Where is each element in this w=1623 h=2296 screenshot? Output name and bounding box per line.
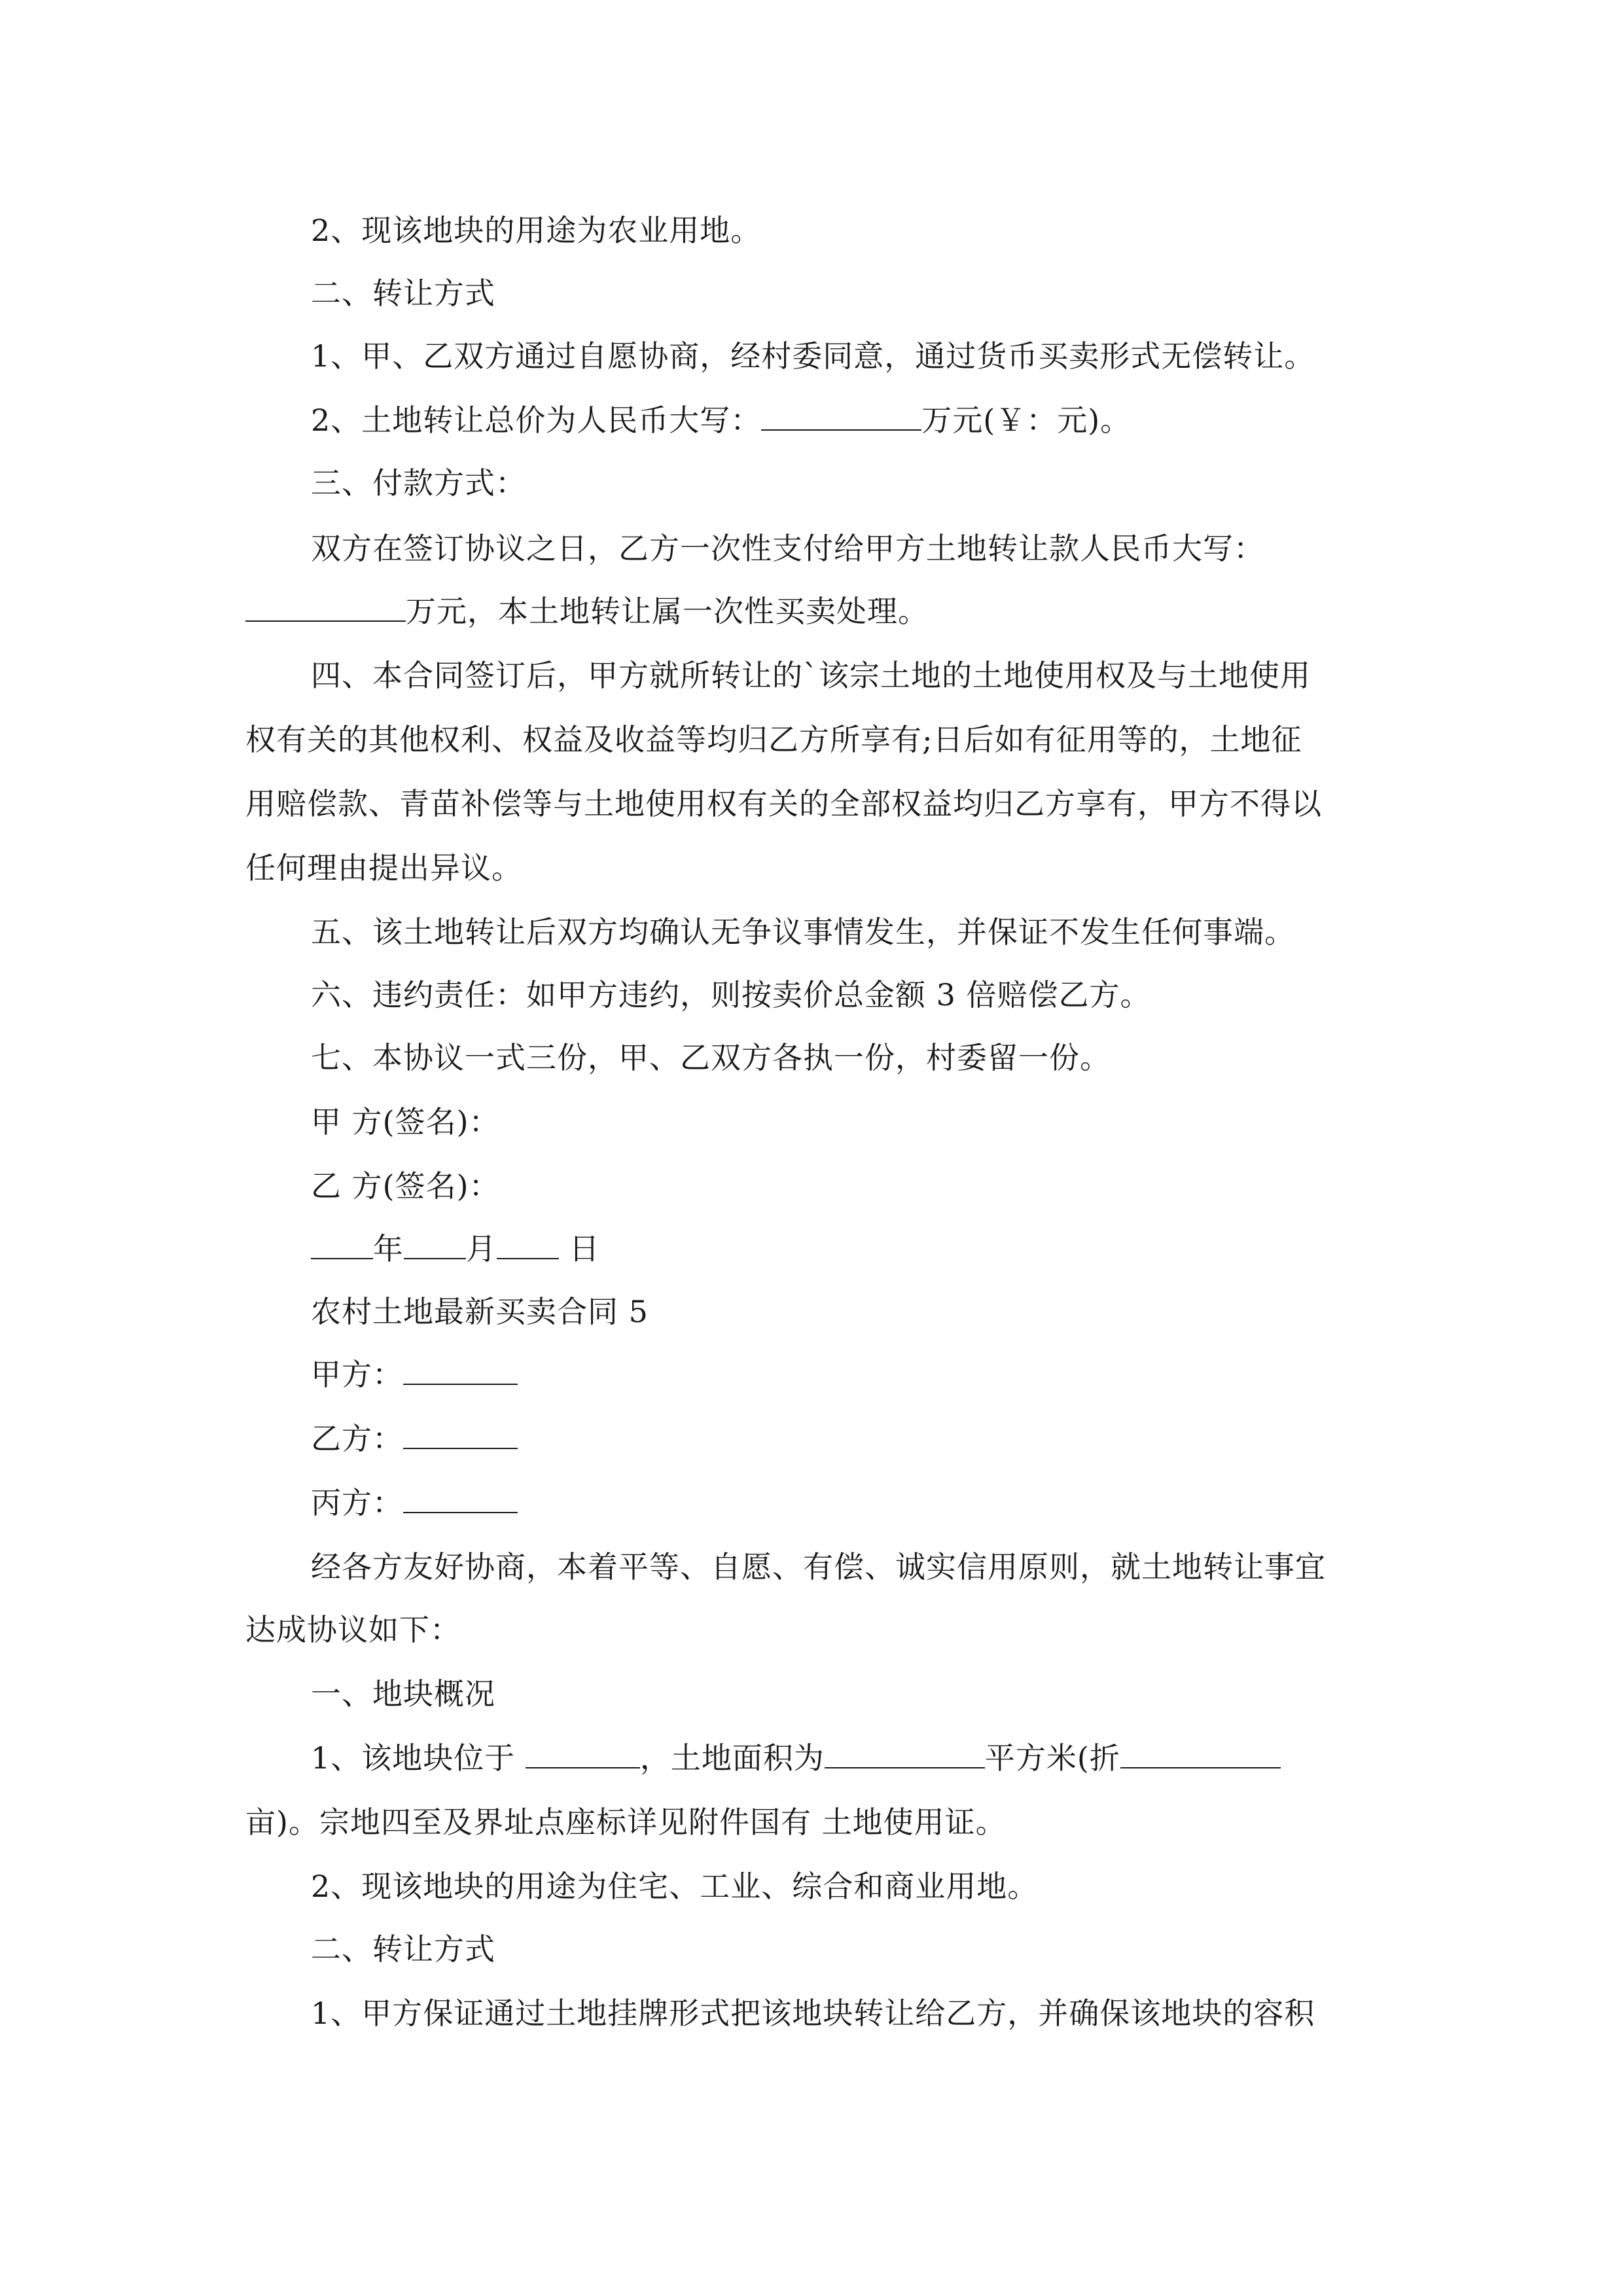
signature-party-b: 乙 方(签名)： (311, 1168, 500, 1204)
party-c-field: 丙方： (311, 1483, 1450, 1522)
paragraph-land-use-mixed: 2、现该地块的用途为住宅、工业、综合和商业用地。 (311, 1869, 1039, 1904)
heading-transfer-method: 二、转让方式 (311, 276, 495, 311)
blank-party-a[interactable] (403, 1355, 518, 1385)
blank-year[interactable] (311, 1229, 373, 1259)
heading-payment-method: 三、付款方式： (311, 465, 526, 501)
blank-day[interactable] (497, 1229, 559, 1259)
contract-title: 农村土地最新买卖合同 5 (311, 1294, 649, 1329)
party-b-field: 乙方： (311, 1419, 1450, 1458)
paragraph-rights-line-2: 权有关的其他权利、权益及收益等均归乙方所享有;日后如有征用等的，土地征 (245, 722, 1302, 757)
paragraph-listing-transfer: 1、甲方保证通过土地挂牌形式把该地块转让给乙方，并确保该地块的容积 (311, 1996, 1315, 2031)
heading-transfer-method-2: 二、转让方式 (311, 1931, 495, 1967)
blank-party-c[interactable] (403, 1483, 518, 1513)
paragraph-plot-location-cont: 亩)。宗地四至及界址点座标详见附件国有 土地使用证。 (245, 1804, 1007, 1840)
paragraph-copies: 七、本协议一式三份，甲、乙双方各执一份，村委留一份。 (311, 1040, 1111, 1075)
party-a-field: 甲方： (311, 1355, 1450, 1394)
blank-area[interactable] (825, 1738, 985, 1768)
paragraph-plot-location: 1、该地块位于 ，土地面积为 平方米(折 (311, 1738, 1450, 1778)
paragraph-rights-line-3: 用赔偿款、青苗补偿等与土地使用权有关的全部权益均归乙方享有，甲方不得以 (245, 786, 1322, 821)
paragraph-rights-line-4: 任何理由提出异议。 (245, 850, 522, 886)
heading-plot-overview: 一、地块概况 (311, 1676, 495, 1712)
paragraph-transfer-agreement: 1、甲、乙双方通过自愿协商，经村委同意，通过货币买卖形式无偿转让。 (311, 338, 1315, 374)
paragraph-consensus: 经各方友好协商，本着平等、自愿、有偿、诚实信用原则，就土地转让事宜 (311, 1549, 1326, 1585)
paragraph-no-dispute: 五、该土地转让后双方均确认无争议事情发生，并保证不发生任何事端。 (311, 914, 1295, 950)
blank-payment-amount[interactable] (245, 592, 406, 622)
paragraph-payment-terms-cont: 万元，本土地转让属一次性买卖处理。 (245, 592, 1384, 631)
paragraph-total-price: 2、土地转让总价为人民币大写： 万元(￥：元)。 (311, 401, 1450, 440)
paragraph-consensus-cont: 达成协议如下： (245, 1612, 461, 1647)
blank-month[interactable] (404, 1229, 466, 1259)
paragraph-rights-line-1: 四、本合同签订后，甲方就所转让的`该宗土地的土地使用权及与土地使用 (311, 658, 1311, 693)
paragraph-payment-terms: 双方在签订协议之日，乙方一次性支付给甲方土地转让款人民币大写： (311, 531, 1264, 566)
paragraph-land-use-agricultural: 2、现该地块的用途为农业用地。 (311, 213, 762, 248)
blank-party-b[interactable] (403, 1419, 518, 1449)
signature-party-a: 甲 方(签名)： (311, 1104, 500, 1139)
date-line: 年 月 日 (311, 1229, 1450, 1268)
paragraph-liability: 六、违约责任：如甲方违约，则按卖价总金额 3 倍赔偿乙方。 (311, 977, 1151, 1013)
blank-total-price[interactable] (761, 401, 921, 431)
blank-location[interactable] (526, 1738, 640, 1768)
blank-mu[interactable] (1120, 1738, 1281, 1768)
